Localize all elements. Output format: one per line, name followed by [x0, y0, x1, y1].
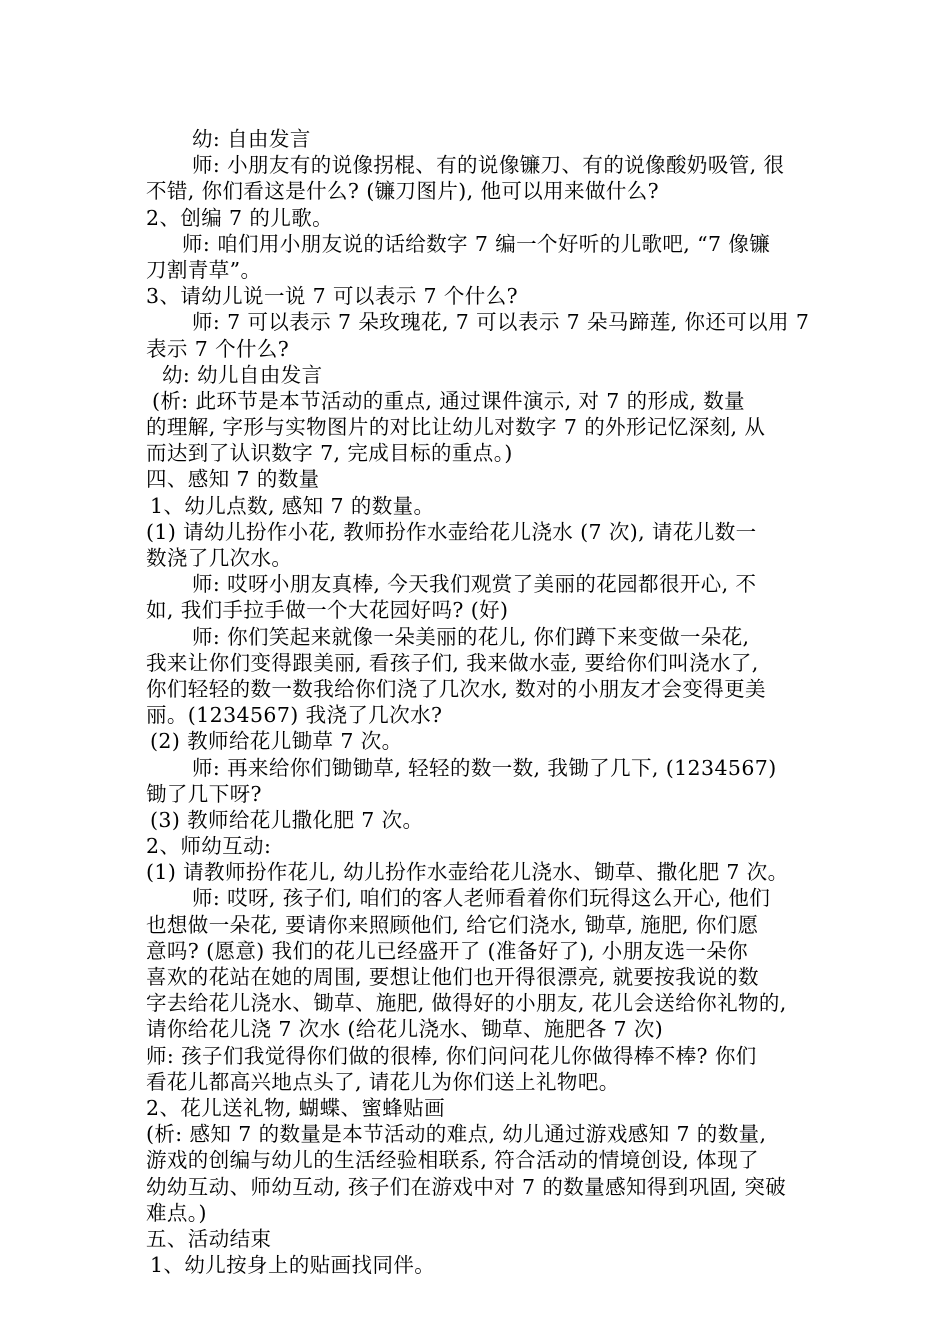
analysis-note: 幼幼互动、师幼互动, 孩子们在游戏中对 7 的数量感知得到巩固, 突破 — [146, 1174, 787, 1199]
text-line: 师: 咱们用小朋友说的话给数字 7 编一个好听的儿歌吧, “7 像镰 — [182, 231, 771, 256]
text-line: 喜欢的花站在她的周围, 要想让他们也开得很漂亮, 就要按我说的数 — [146, 965, 759, 989]
text-line: 也想做一朵花, 要请你来照顾他们, 给它们浇水, 锄草, 施肥, 你们愿 — [146, 912, 759, 937]
text-line: 师: 你们笑起来就像一朵美丽的花儿, 你们蹲下来变做一朵花, — [192, 624, 750, 649]
analysis-note: 的理解, 字形与实物图片的对比让幼儿对数字 7 的外形记忆深刻, 从 — [146, 415, 766, 440]
text-line: 数浇了几次水。 — [146, 546, 293, 570]
text-line: 看花儿都高兴地点头了, 请花儿为你们送上礼物吧。 — [146, 1069, 620, 1094]
text-line: 锄了几下呀? — [146, 781, 262, 806]
text-line: (3) 教师给花儿撒化肥 7 次。 — [150, 807, 424, 832]
document-page — [146, 126, 810, 1278]
text-line: 幼: 幼儿自由发言 — [162, 362, 323, 387]
section-heading: 五、活动结束 — [146, 1226, 272, 1251]
text-line: 我来让你们变得跟美丽, 看孩子们, 我来做水壶, 要给你们叫浇水了, — [146, 650, 759, 675]
analysis-note: (析: 此环节是本节活动的重点, 通过课件演示, 对 7 的形成, 数量 — [152, 388, 745, 413]
text-line: 师: 7 可以表示 7 朵玫瑰花, 7 可以表示 7 朵马蹄莲, 你还可以用 7 — [192, 310, 810, 335]
subsection-heading: 1、幼儿按身上的贴画找同伴。 — [150, 1253, 436, 1278]
analysis-note: (析: 感知 7 的数量是本节活动的难点, 幼儿通过游戏感知 7 的数量, — [146, 1122, 767, 1147]
text-line: 不错, 你们看这是什么? (镰刀图片), 他可以用来做什么? — [146, 179, 660, 204]
text-line: 师: 再来给你们锄锄草, 轻轻的数一数, 我锄了几下, (1234567) — [192, 755, 777, 780]
text-line: 师: 孩子们我觉得你们做的很棒, 你们问问花儿你做得棒不棒? 你们 — [146, 1043, 757, 1068]
text-line: 字去给花儿浇水、锄草、施肥, 做得好的小朋友, 花儿会送给你礼物的, — [146, 991, 787, 1016]
section-heading: 3、请幼儿说一说 7 可以表示 7 个什么? — [146, 284, 518, 309]
text-line: (2) 教师给花儿锄草 7 次。 — [150, 729, 403, 754]
text-line: 如, 我们手拉手做一个大花园好吗? (好) — [146, 598, 509, 623]
section-heading: 2、创编 7 的儿歌。 — [146, 205, 334, 230]
text-line: 师: 哎呀, 孩子们, 咱们的客人老师看着你们玩得这么开心, 他们 — [192, 886, 771, 911]
text-line: 师: 小朋友有的说像拐棍、有的说像镰刀、有的说像酸奶吸管, 很 — [192, 153, 785, 178]
subsection-heading: 2、师幼互动: — [146, 834, 272, 859]
text-line: 你们轻轻的数一数我给你们浇了几次水, 数对的小朋友才会变得更美 — [146, 676, 766, 701]
text-line: 意吗? (愿意) 我们的花儿已经盛开了 (准备好了), 小朋友选一朵你 — [146, 938, 749, 963]
text-line: 请你给花儿浇 7 次水 (给花儿浇水、锄草、施肥各 7 次) — [146, 1017, 664, 1042]
text-line: (1) 请幼儿扮作小花, 教师扮作水壶给花儿浇水 (7 次), 请花儿数一 — [146, 519, 757, 544]
text-line: 刀割青草”。 — [146, 257, 262, 282]
text-line: 丽。(1234567) 我浇了几次水? — [146, 703, 443, 728]
analysis-note: 游戏的创编与幼儿的生活经验相联系, 符合活动的情境创设, 体现了 — [146, 1148, 759, 1173]
text-line: 表示 7 个什么? — [146, 336, 290, 361]
analysis-note: 难点。) — [146, 1200, 207, 1225]
subsection-heading: 2、花儿送礼物, 蝴蝶、蜜蜂贴画 — [146, 1095, 445, 1120]
analysis-note: 而达到了认识数字 7, 完成目标的重点。) — [146, 441, 513, 466]
text-line: 师: 哎呀小朋友真棒, 今天我们观赏了美丽的花园都很开心, 不 — [192, 572, 757, 597]
subsection-heading: 1、幼儿点数, 感知 7 的数量。 — [150, 493, 435, 518]
section-heading: 四、感知 7 的数量 — [146, 467, 320, 492]
text-line: 幼: 自由发言 — [192, 127, 311, 151]
text-line: (1) 请教师扮作花儿, 幼儿扮作水壶给花儿浇水、锄草、撒化肥 7 次。 — [146, 860, 789, 885]
